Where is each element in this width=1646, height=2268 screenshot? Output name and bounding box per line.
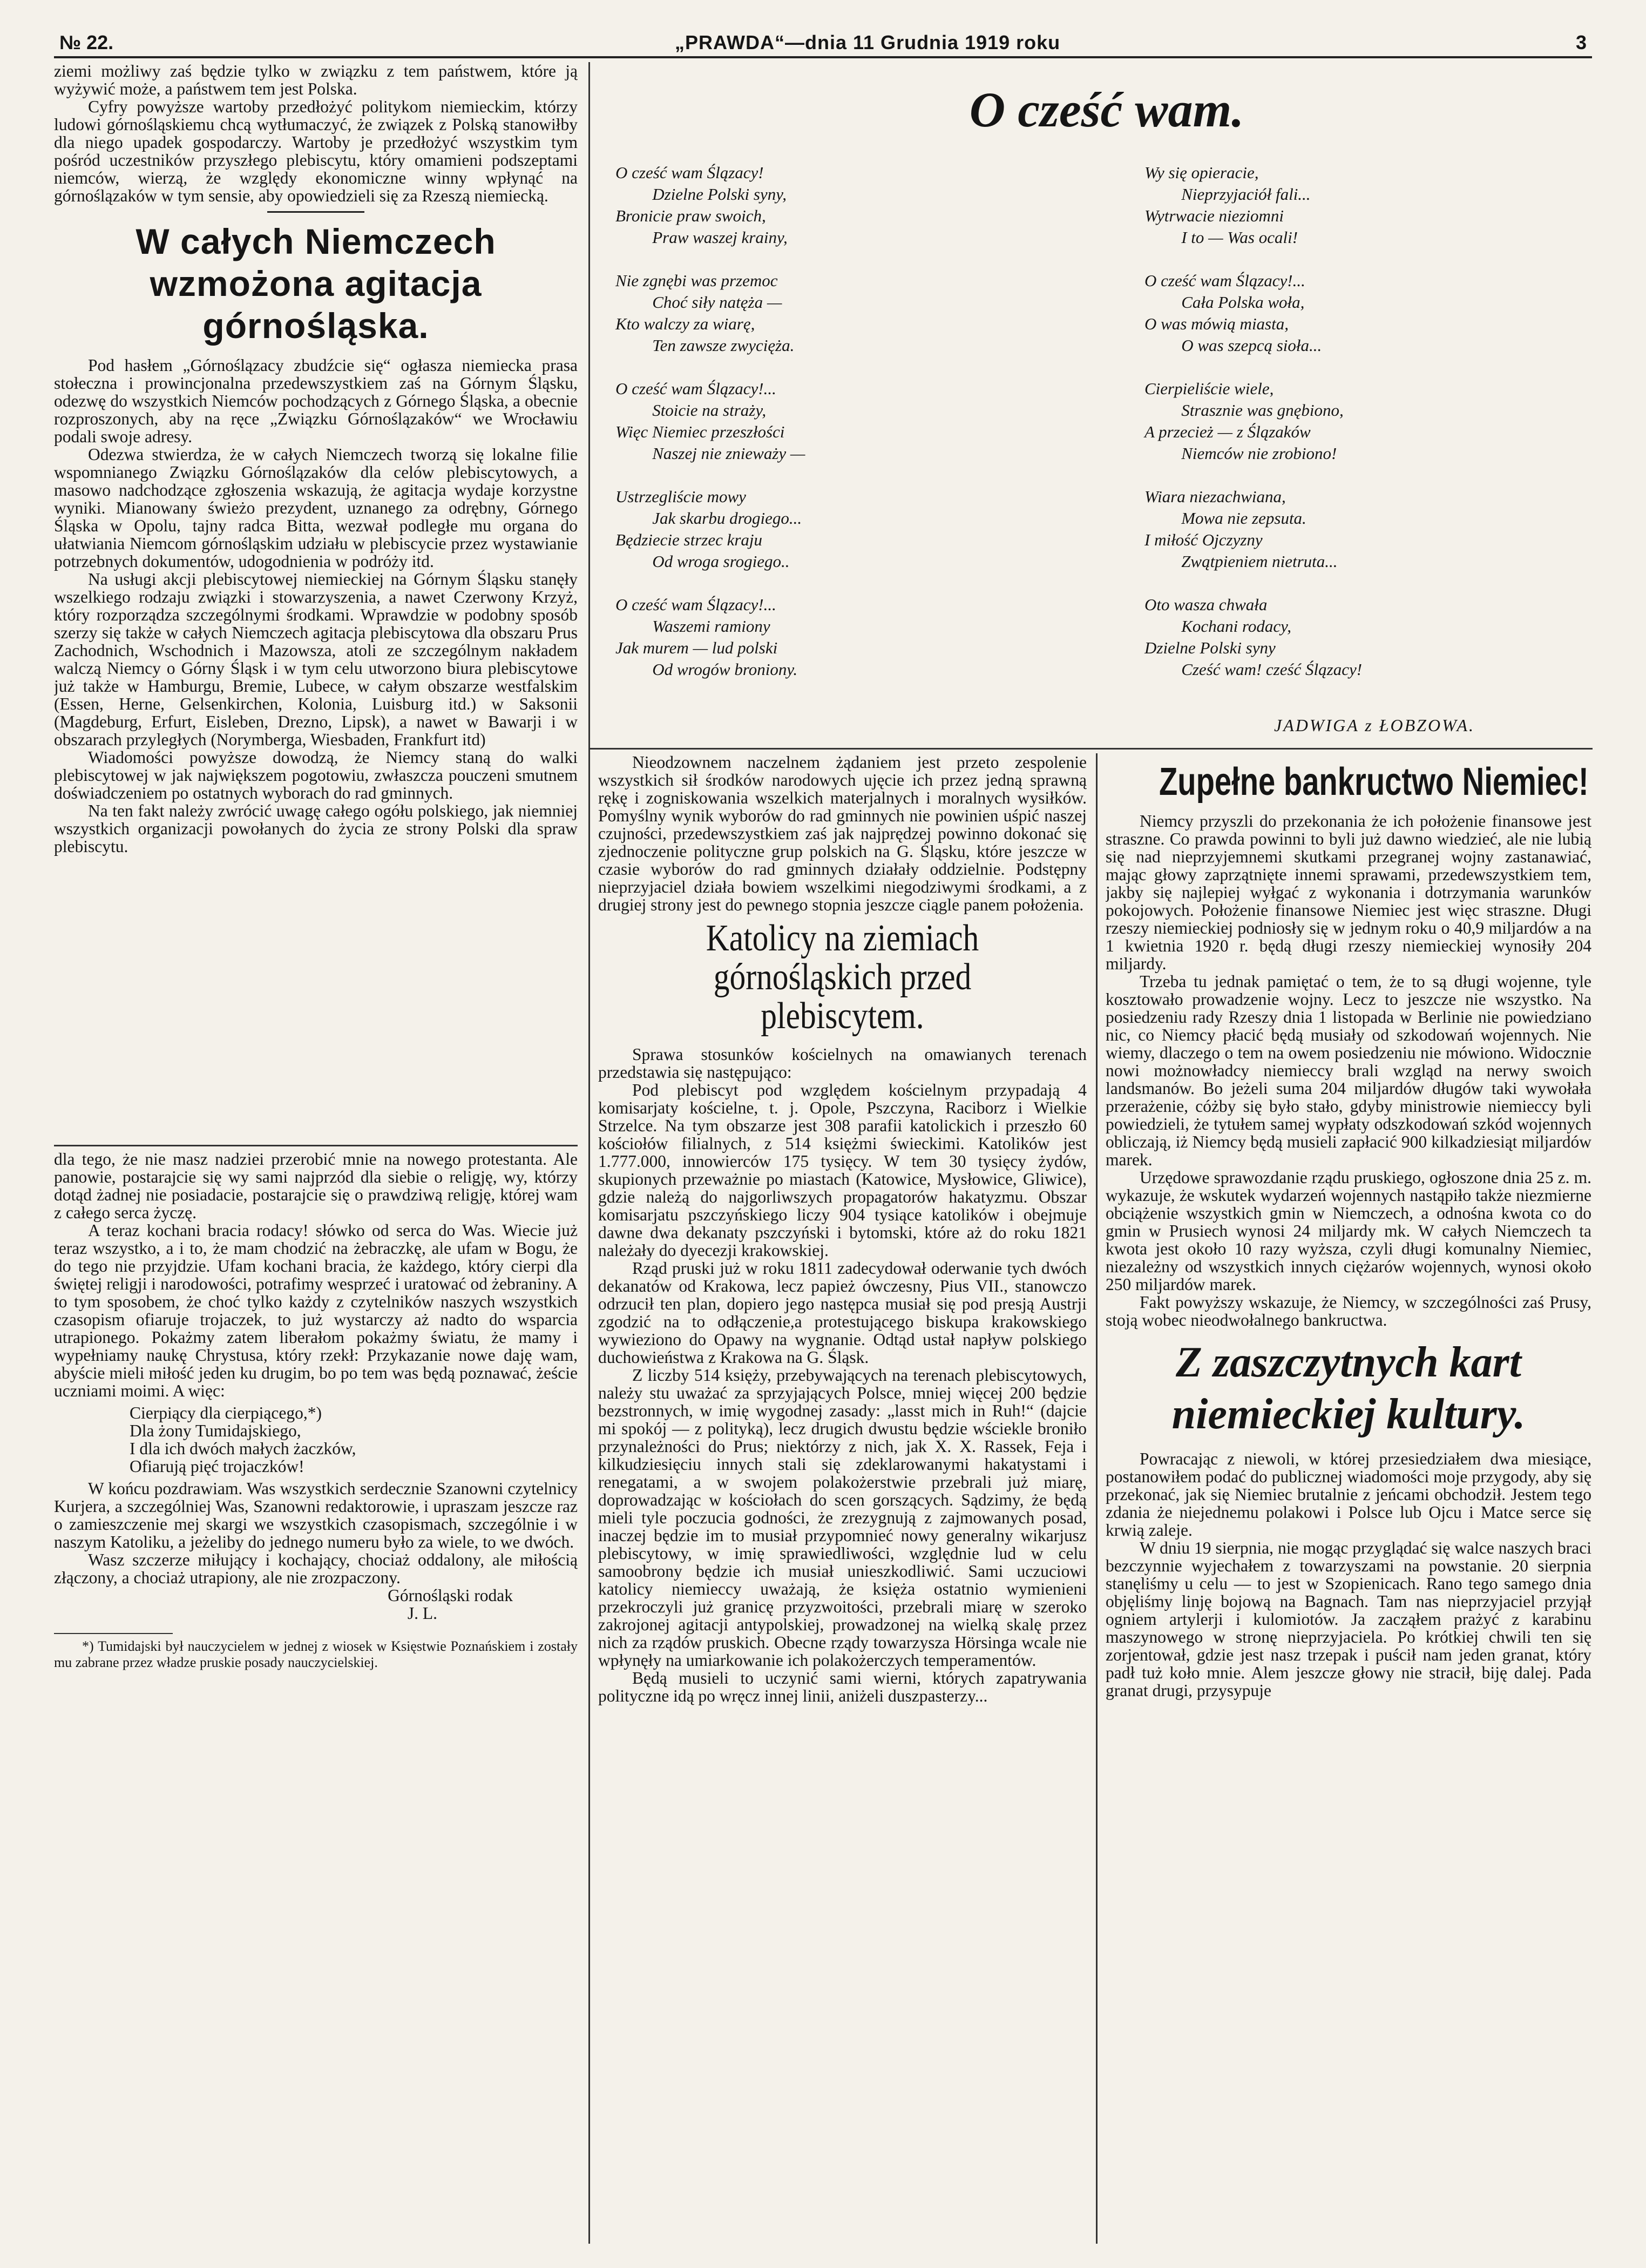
signature-initials: J. L. bbox=[407, 1604, 437, 1623]
poem-line: Dzielne Polski syny, bbox=[652, 185, 787, 204]
poem-stanza bbox=[615, 378, 805, 464]
column-separator bbox=[588, 62, 590, 2244]
poem-line: Oto wasza chwała bbox=[1144, 595, 1268, 614]
poem-stanza bbox=[1144, 486, 1338, 572]
paragraph: Wasz szczerze miłujący i kochający, chociaż oddalony, ale miłością złączony, a chociaż utrapiony, ale nie zrozpaczony. bbox=[54, 1550, 578, 1587]
poem-line: Wiara niezachwiana, bbox=[1144, 487, 1286, 506]
column-separator bbox=[1096, 753, 1098, 2244]
poem-line: Jak murem — lud polski bbox=[615, 638, 778, 657]
poem-line: I to — Was ocali! bbox=[1181, 228, 1298, 247]
verse-block bbox=[130, 1404, 578, 1475]
poem-stanza bbox=[615, 486, 802, 572]
headline-bankructwo: Zupełne bankructwo Niemiec! bbox=[1159, 760, 1589, 804]
poem-line: Kochani rodacy, bbox=[1181, 617, 1291, 636]
paragraph: W końcu pozdrawiam. Was wszystkich serdecznie Szanowni czytelnicy Kurjera, a szczególniej Was, Szanowni redaktorowie, i upraszam jeszcze raz o zamieszczenie mej skargi we wszystkich czasopismach, szczególnie i w naszym Katoliku, a jeżeliby do jednego numeru było za wiele, to we dwóch. bbox=[54, 1479, 578, 1551]
headline-kultury: Z zaszczytnych kart niemieckiej kultury. bbox=[1171, 1339, 1526, 1438]
poem-line: Od wrogów broniony. bbox=[652, 660, 798, 679]
paragraph: ziemi możliwy zaś będzie tylko w związku z tem państwem, które ją wyżywić może, a państwem tem jest Polska. bbox=[54, 62, 578, 98]
poem-line: O was mówią miasta, bbox=[1144, 314, 1289, 333]
paragraph: Urzędowe sprawozdanie rządu pruskiego, ogłoszone dnia 25 z. m. wykazuje, że wskutek wydarzeń wojennych nastąpiło także niezmierne obciążenie wszystkich gmin w Niemczech, a odnośna kwota co do gmin w Prusiech wynosi 24 miljardy mk. W całych Niemczech ta kwota jest około 10 razy wyższa, czyli długi komunalny Niemiec, niezależny od wszystkich innych ciężarów wojennych, wynosi około 250 miljardów marek. bbox=[1106, 1168, 1591, 1294]
poem-stanza bbox=[1144, 162, 1311, 248]
header-rule bbox=[54, 56, 1592, 58]
column-3 bbox=[1106, 756, 1591, 2244]
paragraph: W dniu 19 sierpnia, nie mogąc przyglądać się walce naszych braci bezczynnie wyjechałem z towarzyszami na powstanie. 20 sierpnia stanęliśmy u celu — to jest w Szopienicach. Rano tego samego dnia objęliśmy linję bojową na Bagnach. Tam nas nieprzyjaciel przyjął ogniem artylerji i kulomiotów. Ja zacząłem prażyć z karabinu maszynowego w stronę nieprzyjaciela. Po krótkiej chwili ten się zorjentował, gdzie jest nasz trzepak i puścił nam jeden granat, który padł tuż koło mnie. Alem jeszcze głowy nie stracił, biję dalej. Pada granat drugi, przysypuje bbox=[1106, 1538, 1591, 1700]
paragraph: Powracając z niewoli, w której przesiedziałem dwa miesiące, postanowiłem podać do publicznej wiadomości moje przygody, aby się przekonać, jak się Niemiec brutalnie z jeńcami obchodził. Jestem tego zdania że niejednemu polakowi i Polsce lub Ojcu i Matce serce się krwią zaleje. bbox=[1106, 1449, 1591, 1540]
poem-line: Dzielne Polski syny bbox=[1144, 638, 1276, 657]
paragraph: Sprawa stosunków kościelnych na omawianych terenach przedstawia się następująco: bbox=[598, 1045, 1087, 1082]
poem-line: Niemców nie zrobiono! bbox=[1181, 444, 1337, 463]
poem-line: Jak skarbu drogiego... bbox=[652, 509, 802, 528]
verse-line: Cierpiący dla cierpiącego,*) bbox=[130, 1403, 322, 1422]
poem-stanza bbox=[615, 270, 794, 356]
headline-agitacja: W całych Niemczech wzmożona agitacja górnośląska. bbox=[136, 221, 496, 346]
paragraph: Niemcy przyszli do przekonania że ich położenie finansowe jest straszne. Co prawda powinni to byli już dawno wiedzieć, ale nie lubią się nad nieprzyjemnemi skutkami przegranej wojny zastanawiać, mając głowy zaprzątnięte innemi sprawami, przedewszystkiem tem, jakby się najlepiej wyłgać z wykonania i dotrzymania warunków pokojowych. Położenie finansowe Niemiec jest więc straszne. Długi rzeszy niemieckiej podniosły się w jednym roku o 40,9 miljardów a na 1 kwietnia 1920 r. będą długi rzeszy niemieckiej wynosiły 204 miljardy. bbox=[1106, 812, 1591, 973]
poem-line: Strasznie was gnębiono, bbox=[1181, 401, 1344, 420]
poem-line: Cześć wam! cześć Ślązacy! bbox=[1181, 660, 1363, 679]
poem-line: Kto walczy za wiarę, bbox=[615, 314, 755, 333]
poem-line: Praw waszej krainy, bbox=[652, 228, 788, 247]
poem-line: O cześć wam Ślązacy!... bbox=[615, 379, 776, 398]
paragraph: Z liczby 514 księży, przebywających na terenach plebiscytowych, należy stu uważać za sprzyjających Polsce, mniej więcej 200 będzie bezstronnych, w imię wygodnej zasady: „lasst mich in Ruh!“ (dajcie mi spokój — z polityką), lecz drugich dwustu będzie wściekle broniło przynależności do Prus; niektórzy z nich, jak X. X. Rassek, Feja i kilkudziesięciu innych stali się zdeklarowanymi hakatystami i renegatami, a w swojem polakożerstwie przebrali już miarę, doprowadzając w kościołach do scen gorszących. Sądzimy, że będą mieli tyle poczucia godności, że zrezygnują z zajmowanych posad, inaczej będzie im to musiał przypomnieć nowy generalny wikarjusz plebiscytowy, w imię sprawiedliwości, względnie lud w celu samoobrony będzie ich musiał unieszkodliwić. Sami uczuciowi katolicy niemieccy uważają, że księża ostatnio wymienieni przekroczyli już granicę przyzwoitości, przebrali miarę w szeroko zakrojonej agitacji antypolskiej, prowadzonej na wielką skalę przez nich za rządów pruskich. Obecne rządy towarzysza Hörsinga wcale nie wpłynęły na umiarkowanie ich polakożerczych temperamentów. bbox=[598, 1366, 1087, 1670]
poem-line: Będziecie strzec kraju bbox=[615, 530, 763, 549]
paragraph: Na usługi akcji plebiscytowej niemieckiej na Górnym Śląsku stanęły wszelkiego rodzaju związki i stowarzyszenia, a nawet Czerwony Krzyż, który rozporządza szczególnymi środkami. Wprawdzie w podobny sposób szerzy się także w całych Niemczech agitacja plebiscytowa dla obszaru Prus Zachodnich, Wschodnich i Mazowsza, atoli ze szczególnym nakładem walczą Niemcy o Górny Śląsk i w tym celu utworzono biura plebiscytowe już także w Hamburgu, Bremie, Lubece, w całym obszarze westfalskim (Essen, Herne, Gelsenkirchen, Kolonia, Luisburg itd.) w Saksonii (Magdeburg, Erfurt, Eisleben, Drezno, Lipsk), a nawet w Bawarji i w obszarach przyległych (Norymberga, Wiesbaden, Frankfurt itd) bbox=[54, 570, 578, 749]
paragraph: Będą musieli to uczynić sami wierni, których zapatrywania polityczne idą po wręcz innej linii, aniżeli duszpasterzy... bbox=[598, 1669, 1087, 1705]
poem-line: Nie zgnębi was przemoc bbox=[615, 271, 778, 290]
paragraph: Wiadomości powyższe dowodzą, że Niemcy staną do walki plebiscytowej w jak największem pogotowiu, zwłaszcza pouczeni smutnem doświadczeniem po ostatnych wyborach do rad gminnych. bbox=[54, 748, 578, 802]
paragraph: A teraz kochani bracia rodacy! słówko od serca do Was. Wiecie już teraz wszystko, a i to, że mam chodzić na żebraczkę, ale ufam w Bogu, że do tego nie przyjdzie. Ufam kochani bracia, że każdego, który cierpi dla świętej religji i narodowości, potrafimy wesprzeć i uratować od żebraniny. A to tym sposobem, że choć tylko każdy z czytelników naszych wszystkich czasopism ofiaruje trojaczek, to już wystarczy aż nadto do wsparcia utrapionego. Pokażmy zatem liberałom pokażmy światu, że mamy i wypełniamy naukę Chrystusa, który rzekł: Przykazanie nowe daję wam, abyście mieli miłość jeden ku drugim, bo po tem was będą poznawać, żeście uczniami moimi. A więc: bbox=[54, 1221, 578, 1400]
poem-line: Wytrwacie nieziomni bbox=[1144, 206, 1284, 225]
poem-line: I miłość Ojczyzny bbox=[1144, 530, 1263, 549]
footnote: *) Tumidajski był nauczycielem w jednej z wiosek w Księstwie Poznańskiem i zostały mu zabrane przez władze pruskie posady nauczycielskiej. bbox=[54, 1638, 578, 1670]
poem-stanza bbox=[1144, 270, 1322, 356]
poem-stanza bbox=[615, 162, 788, 248]
divider bbox=[267, 211, 364, 213]
paragraph: Fakt powyższy wskazuje, że Niemcy, w szczególności zaś Prusy, stoją wobec nieodwołalnego bankructwa. bbox=[1106, 1293, 1591, 1329]
poem-line: Wy się opieracie, bbox=[1144, 163, 1259, 182]
poem-line: Bronicie praw swoich, bbox=[615, 206, 766, 225]
poem-line: O cześć wam Ślązacy!... bbox=[615, 595, 776, 614]
poem-line: Ustrzegliście mowy bbox=[615, 487, 746, 506]
paragraph: Cyfry powyższe wartoby przedłożyć politykom niemieckim, którzy ludowi górnośląskiemu chcą wytłumaczyć, że związek z Polską stanowiłby dla niego upadek gospodarczy. Wartoby je przedłożyć wszystkim tym pośród uczestników przyszłego plebiscytu, który omamieni podszeptami niemców, wierzą, że względy ekonomiczne winny wpłynąć na górnoślązaków w tym sensie, aby opowiedzieli się za Rzeszą niemiecką. bbox=[54, 97, 578, 205]
paragraph: Pod plebiscyt pod względem kościelnym przypadają 4 komisarjaty kościelne, t. j. Opole, Pszczyna, Raciborz i Wielkie Strzelce. Na tym obszarze jest 308 parafii katolickich i przeszło 60 kościołów filialnych, z 514 księżmi świeckimi. Katolików jest 1.777.000, innowierców 175 tysięcy. W tem 30 tysięcy żydów, skupionych przeważnie po miastach (Katowice, Mysłowice, Gliwice), gdzie należą do najgorliwszych propagatorów hakatyzmu. Obszar komisarjatu pszczyńskiego liczy 904 tysiące katolików i obejmuje dawne dwa dekanaty pszczyński i bytomski, które aż do roku 1821 należały do dyecezji krakowskiej. bbox=[598, 1081, 1087, 1260]
poem-stanza bbox=[1144, 594, 1362, 680]
headline-katolicy: Katolicy na ziemiach górnośląskich przed plebiscytem. bbox=[706, 917, 979, 1037]
page-number: 3 bbox=[1575, 31, 1587, 53]
paragraph: dla tego, że nie masz nadziei przerobić mnie na nowego protestanta. Ale panowie, postarajcie się wy sami najprzód dla siebie o religję, wy, którzy dotąd żadnej nie posiadacie, postarajcie się o prawdziwą religję, której wam z całego serca życzę. bbox=[54, 1150, 578, 1222]
paragraph: Na ten fakt należy zwrócić uwagę całego ogółu polskiego, jak niemniej wszystkich organizacji powołanych do życia ze strony Polski dla spraw plebiscytu. bbox=[54, 801, 578, 856]
poem-stanza bbox=[615, 594, 797, 680]
paragraph: Rząd pruski już w roku 1811 zadecydował oderwanie tych dwóch dekanatów od Krakowa, lecz papież ówczesny, Pius VII., stanowczo odrzucił ten plan, dopiero jego następca musiał się pod presją Austrji zgodzić na to odłączenie,a protestującego biskupa krakowskiego wywieziono do Opawy na wygnanie. Odtąd ustał napływ polskiego duchowieństwa z Krakowa na G. Śląsk. bbox=[598, 1259, 1087, 1367]
masthead-date: „PRAWDA“—dnia 11 Grudnia 1919 roku bbox=[675, 31, 1061, 53]
page-header bbox=[27, 31, 1619, 58]
poem-line: Od wroga srogiego.. bbox=[652, 552, 790, 571]
poem-line: Naszej nie znieważy — bbox=[652, 444, 805, 463]
poem-title: O cześć wam. bbox=[969, 82, 1244, 137]
poem-line: Więc Niemiec przeszłości bbox=[615, 422, 785, 441]
poem-line: Zwątpieniem nietruta... bbox=[1181, 552, 1338, 571]
poem-line: O was szepcą sioła... bbox=[1181, 336, 1322, 355]
poem-line: O cześć wam Ślązacy! bbox=[615, 163, 764, 182]
section-rule bbox=[54, 1145, 578, 1146]
poem-line: A przecież — z Ślązaków bbox=[1144, 422, 1311, 441]
paragraph: Pod hasłem „Górnoślązacy zbudźcie się“ ogłasza niemiecka prasa stołeczna i prowincjonalna przedewszystkiem zaś na Górnym Śląsku, odezwę do wszystkich Niemców pochodzących z Górnego Śląska, a obecnie rozproszonych, aby na ręce „Związku Górnoślązaków“ we Wrocławiu podali swoje adresy. bbox=[54, 356, 578, 446]
poem-line: Nieprzyjaciół fali... bbox=[1181, 185, 1311, 204]
verse-line: I dla ich dwóch małych żaczków, bbox=[130, 1439, 356, 1458]
poem-line: O cześć wam Ślązacy!... bbox=[1144, 271, 1305, 290]
paragraph: Trzeba tu jednak pamiętać o tem, że to są długi wojenne, tyle kosztowało prowadzenie wojny. Lecz to jeszcze nie wszystko. Na posiedzeniu rady Rzeszy dnia 1 listopada w Berlinie nie powiedziano nic, co Niemcy płacić będą musiały od szkodowań wojennych. Nie wiemy, dlaczego o tem na owem posiedzeniu nie mówiono. Widocznie nowi możnowładcy niemieccy brali wzgląd na nerwy swoich landsmanów. Bo jeżeli suma 204 miljardów długów taki wywołała przerażenie, cóżby się było stało, gdyby ministrowie niemieccy byli powiedzieli, że tytułem samej wypłaty odszkodowań szkód wojennych obliczają, iż Niemcy będą musieli zapłacić 900 kilkadziesiąt miljardów marek. bbox=[1106, 972, 1591, 1169]
poem-stanza bbox=[1144, 378, 1344, 464]
poem-line: Cierpieliście wiele, bbox=[1144, 379, 1274, 398]
issue-number: № 22. bbox=[59, 31, 114, 53]
verse-line: Ofiarują pięć trojaczków! bbox=[130, 1457, 304, 1476]
signature-line: Górnośląski rodak bbox=[388, 1586, 513, 1605]
column-1-top bbox=[54, 62, 578, 1142]
paragraph: Odezwa stwierdza, że w całych Niemczech tworzą się lokalne filie wspomnianego Związku Górnoślązaków dla celów plebiscytowych, a masowo nadchodzące zgłoszenia wskazują, że agitacja wydaje korzystne wyniki. Mianowany świeżo prezydent, uznanego za odrębny, Górnego Śląska w Opolu, tajny radca Bitta, wezwał podległe mu organa do ułatwiania Niemcom górnośląskim udziału w plebiscycie przez wystawianie potrzebnych dokumentów, udogodnienia w podróży itd. bbox=[54, 445, 578, 571]
poem-author: JADWIGA z ŁOBZOWA. bbox=[1274, 716, 1475, 735]
column-2 bbox=[598, 753, 1087, 2244]
footnote-rule bbox=[54, 1633, 173, 1634]
verse-line: Dla żony Tumidajskiego, bbox=[130, 1421, 301, 1440]
poem-rule bbox=[588, 748, 1593, 750]
poem-line: Stoicie na straży, bbox=[652, 401, 767, 420]
column-1-bottom bbox=[54, 1150, 578, 2236]
poem-line: Choć siły natęża — bbox=[652, 293, 782, 312]
poem-line: Ten zawsze zwycięża. bbox=[652, 336, 795, 355]
paragraph: Nieodzownem naczelnem żądaniem jest przeto zespolenie wszystkich sił środków narodowych ujęcie ich przez jedną sprawną rękę i zogniskowania wszelkich materjalnych i moralnych wysiłków. Pomyślny wynik wyborów do rad gminnych nie powinien uśpić naszej czujności, przedewszystkiem zaś jak najprędzej powinno dokonać się zjednoczenie polityczne grup polskich na G. Śląsku, które jeszcze w czasie wyborów do rad gminnych działały oddzielnie. Podstępny nieprzyjaciel działa bowiem wszelkimi niegodziwymi środkami, a z drugiej strony jest do pewnego stopnia jeszcze ciągle panem położenia. bbox=[598, 753, 1087, 914]
poem-line: Mowa nie zepsuta. bbox=[1181, 509, 1306, 528]
poem-line: Cała Polska woła, bbox=[1181, 293, 1305, 312]
poem-line: Waszemi ramiony bbox=[652, 617, 770, 636]
